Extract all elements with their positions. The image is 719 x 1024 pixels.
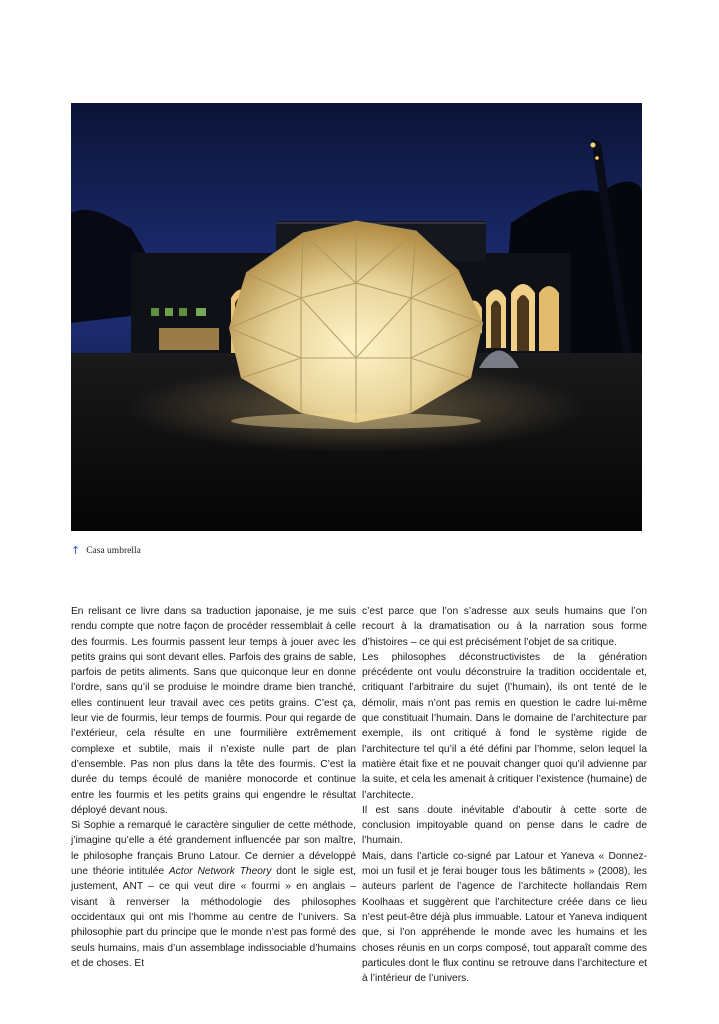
- dome-illustration: [71, 103, 642, 531]
- right-column: [362, 604, 647, 986]
- casa-umbrella-photo: [71, 103, 642, 531]
- left-column: [71, 604, 356, 971]
- paragraph-text: Si Sophie a remarqué le caractère singulier de cette méthode, j’imagine qu’elle a été grandement influencée par son maître, le philosophe français Bruno Latour. Ce dernier a développé une théorie intitulée: [71, 820, 356, 878]
- caption-text: Casa umbrella: [86, 545, 141, 556]
- paragraph: En relisant ce livre dans sa traduction japonaise, je me suis rendu compte que notre façon de procéder ressemblait à celle des fourmis. Les fourmis passent leur temps à jouer avec les petits grains qui sont devant elles. Parfois des grains de sable, parfois de petits aliments. Sans que quiconque leur en donne l’ordre, sans qu’il se produise le moindre drame bien tranché, elles continuent leur travail avec ces petits grains. C’est ça, leur vie de fourmis, leur temps de fourmis. Pour qui regarde de l’extérieur, cela résulte en une fourmilière extrêmement complexe et subtile, mais il n’existe nulle part de plan d’ensemble. Pas non plus dans la tête des fourmis. C’est la durée du temps écoulé de manière monocorde et continue entre les fourmis et les petits grains qui engendre le résultat déployé devant nous.: [71, 606, 356, 816]
- paragraph-text: dont le sigle est, justement, ANT – ce qui veut dire « fourmi » en anglais – visant à renverser la méthodologie des philosophes occidentaux qui ont mis l’homme au centre de l’univers. Sa philosophie part du principe que le monde n’est pas formé des seuls humains, mais d’un assemblage indissociable d’humains et de choses. Et: [71, 866, 356, 969]
- figure-caption: [71, 545, 141, 556]
- paragraph: c’est parce que l’on s’adresse aux seuls humains que l’on recourt à la dramatisation ou à la narration sous forme d’histoires – ce qui est précisément l’objet de sa critique.: [362, 606, 647, 648]
- italic-title: Actor Network Theory: [168, 866, 272, 878]
- paragraph: [71, 818, 356, 971]
- paragraph: Les philosophes déconstructivistes de la génération précédente ont voulu déconstruire la tradition occidentale et, critiquant l’arbitraire du sujet (l’humain), ils ont tenté de le démolir, mais n’ont pas remis en question le cadre lui-même que constituait l’humain. Dans le domaine de l’architecture par exemple, ils ont critiqué à fond le système rigide de l’architecture tel qu’il a été défini par l’homme, selon lequel la matière était fixe et ne pouvait changer quoi qu’il advienne par la suite, et cela les amenait à critiquer l’existence (humaine) de l’architecte.: [362, 651, 647, 801]
- paragraph: Mais, dans l’article co-signé par Latour et Yaneva « Donnez-moi un fusil et je ferai bouger tous les bâtiments » (2008), les auteurs parlent de l’agence de l’architecte hollandais Rem Koolhaas et suggèrent que l’architecture créée dans ce lieu n’est peut-être déjà plus immuable. Latour et Yaneva indiquent que, si l’on appréhende le monde avec les humains et les choses réunis en un corps composé, tout apparaît comme des particules dont le flux continu se retrouve dans l’architecture et à l’intérieur de l’univers.: [362, 850, 647, 985]
- arrow-up-icon: ↑: [71, 544, 81, 557]
- paragraph: Il est sans doute inévitable d’aboutir à cette sorte de conclusion impitoyable quand on pense dans le cadre de l’humain.: [362, 804, 647, 847]
